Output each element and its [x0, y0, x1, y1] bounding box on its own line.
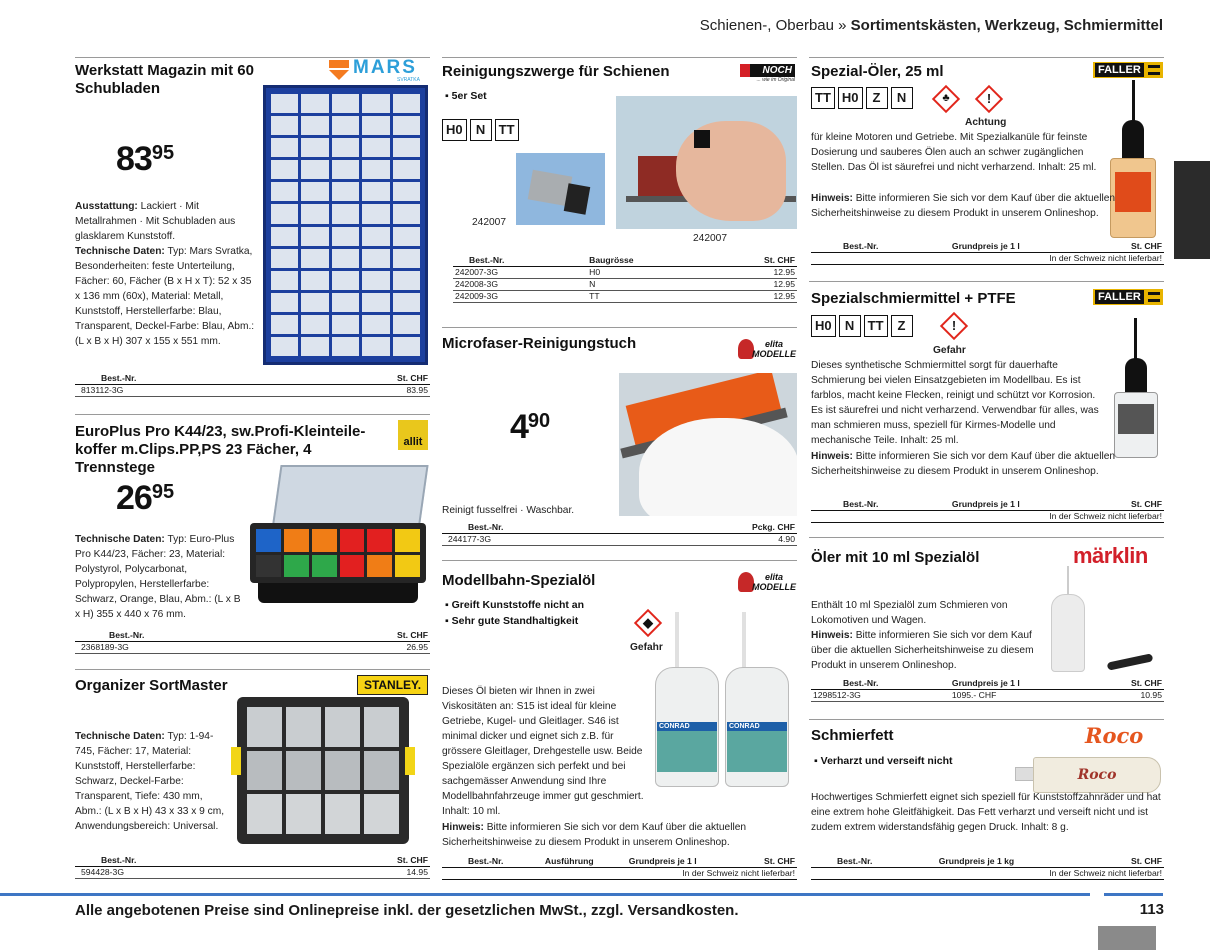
- brand-name: allit: [403, 436, 423, 448]
- product-description: Dieses Öl bieten wir Ihnen in zwei Viskositäten an: S15 ist ideal für kleine Getriebe, Kugel- und Gleitlager. S46 ist minimal dicker und eignet sich z.B. für grössere Gleitlager, Drehgestelle usw. Beide Spezialöle ergänzen sich perfekt und bei sachgemässer Anwendung sind Ihre Modellbahnfahrzeuge immer gut geschmiert. Inhalt: 10 ml.: [442, 686, 644, 817]
- order-number[interactable]: 244177-3G: [442, 533, 646, 545]
- hint-text: [811, 191, 1166, 221]
- breadcrumb-separator: »: [838, 17, 847, 34]
- hint-body: Bitte informieren Sie sich vor dem Kauf über die aktuellen Sicherheitshinweise zu diesem Produkt in unserem Onlineshop.: [811, 630, 1034, 671]
- table-row[interactable]: [75, 384, 430, 396]
- order-table: [442, 521, 797, 546]
- table-row[interactable]: [453, 290, 797, 302]
- product-title[interactable]: Organizer SortMaster: [75, 677, 228, 694]
- chapter-tab: [1174, 161, 1210, 259]
- order-table: [75, 854, 430, 879]
- environment-hazard-icon: ♣: [932, 85, 960, 113]
- price-cents: 95: [151, 142, 175, 164]
- gauge-badge: H0: [442, 119, 467, 141]
- specs-text: Typ: Mars Svratka, Besonderheiten: feste Unterteilung, Fächer: 60, Fächer (B x H x T): 52 x 35 x 136 mm (60x), Material: Metall, Kunststoff, Herstellerfarbe: Blau, Transparent, Deckel-Farbe: Blau, Abm.: (L x B x H) 307 x 155 x 551 mm.: [75, 246, 255, 347]
- bottle-label: CONRAD: [657, 722, 717, 731]
- gauge-cell: N: [587, 278, 709, 290]
- hint-body: Bitte informieren Sie sich vor dem Kauf über die aktuellen Sicherheitshinweise zu diesem Produkt in unserem Onlineshop.: [442, 822, 747, 848]
- faller-logo: [1093, 289, 1163, 305]
- table-row[interactable]: [453, 266, 797, 278]
- col-header: Grundpreis je 1 l: [950, 240, 1094, 252]
- label-specs: Technische Daten:: [75, 246, 165, 257]
- bullet-item: ▪ 5er Set: [445, 90, 487, 102]
- hint-label: Hinweis:: [811, 193, 853, 204]
- col-header: Grundpreis je 1 l: [627, 855, 741, 867]
- col-header: Best.-Nr.: [811, 240, 950, 252]
- price-main: 83: [116, 140, 152, 178]
- delivery-note: In der Schweiz nicht lieferbar!: [811, 252, 1164, 264]
- product-description: [75, 729, 225, 834]
- row-price: 83.95: [304, 384, 430, 396]
- order-table: [453, 254, 797, 303]
- gauge-badge: N: [891, 87, 913, 109]
- hint-label: Hinweis:: [811, 630, 853, 641]
- price: [116, 479, 174, 518]
- price-cents: 90: [527, 410, 551, 432]
- gauge-badge: TT: [811, 87, 835, 109]
- mars-logo: [329, 59, 430, 83]
- order-number[interactable]: 813112-3G: [75, 384, 304, 396]
- noch-logo: [740, 64, 795, 90]
- col-header: Best.-Nr.: [811, 855, 937, 867]
- col-header: St. CHF: [1094, 677, 1164, 689]
- cleaning-hand-image: [616, 96, 797, 229]
- col-header: Best.-Nr.: [442, 855, 543, 867]
- row-price: 12.95: [709, 278, 797, 290]
- col-header: St. CHF: [1094, 240, 1164, 252]
- col-header: St. CHF: [304, 372, 430, 384]
- ptfe-bottle-image: [1112, 318, 1160, 458]
- col-header: Grundpreis je 1 l: [950, 677, 1094, 689]
- gauge-badge: Z: [866, 87, 888, 109]
- oiler-image: [1045, 566, 1163, 678]
- row-price: 12.95: [709, 290, 797, 302]
- brand-name: märklin: [1073, 543, 1148, 568]
- bullet-text: Greift Kunststoffe nicht an: [451, 599, 585, 611]
- product-title[interactable]: Modellbahn-Spezialöl: [442, 572, 596, 589]
- col-header: Best.-Nr.: [453, 254, 587, 266]
- brand-name: elita MODELLE: [752, 339, 796, 359]
- table-row[interactable]: [75, 641, 430, 653]
- gauge-cell: H0: [587, 266, 709, 278]
- hint-text: [811, 449, 1166, 479]
- brand-name: MARS: [353, 57, 417, 78]
- gauge-cell: TT: [587, 290, 709, 302]
- equipment-text: Lackiert · Mit Metallrahmen · Mit Schubladen aus glasklarem Kunststoff.: [75, 201, 236, 242]
- product-title[interactable]: Werkstatt Magazin mit 60 Schubladen: [75, 62, 254, 97]
- drawer-cabinet-image: [263, 85, 428, 365]
- breadcrumb-parent[interactable]: Schienen-, Oberbau: [699, 17, 834, 34]
- product-title[interactable]: Spezialschmiermittel + PTFE: [811, 290, 1016, 307]
- image-caption: 242007: [472, 217, 506, 228]
- product-description: [75, 199, 255, 349]
- col-header: St. CHF: [1094, 498, 1164, 510]
- divider: [442, 327, 797, 328]
- divider: [809, 281, 1164, 282]
- brand-name: NOCH: [762, 65, 792, 76]
- product-description: [75, 532, 247, 622]
- bullet-item: ▪ Sehr gute Standhaltigkeit: [445, 614, 579, 627]
- col-header: Best.-Nr.: [442, 521, 646, 533]
- brand-name: FALLER: [1095, 63, 1144, 77]
- hint-text: [442, 820, 797, 850]
- gauge-badge: N: [839, 315, 861, 337]
- order-table: [811, 240, 1164, 265]
- gauge-badge: TT: [864, 315, 888, 337]
- image-caption: 242007: [693, 233, 727, 244]
- product-description: Enthält 10 ml Spezialöl zum Schmieren von Lokomotiven und Wagen.: [811, 600, 1008, 626]
- row-price: 14.95: [304, 866, 430, 878]
- col-header: Grundpreis je 1 kg: [937, 855, 1095, 867]
- row-price: 4.90: [646, 533, 797, 545]
- page-number: 113: [1139, 901, 1164, 918]
- divider: [75, 669, 430, 670]
- gauge-badge: H0: [811, 315, 836, 337]
- breadcrumb: [700, 17, 1163, 34]
- hint-label: Hinweis:: [811, 451, 853, 462]
- divider: [442, 560, 797, 561]
- col-header: Pckg. CHF: [646, 521, 797, 533]
- col-header: Best.-Nr.: [75, 629, 313, 641]
- cleaner-pad-image: [516, 153, 605, 225]
- col-header: St. CHF: [709, 254, 797, 266]
- col-header: Best.-Nr.: [75, 854, 304, 866]
- price-main: 26: [116, 479, 152, 517]
- product-description: Reinigt fusselfrei · Waschbar.: [442, 505, 575, 516]
- delivery-note: In der Schweiz nicht lieferbar!: [811, 510, 1164, 522]
- elita-logo: [738, 570, 796, 596]
- brand-name: Roco: [1085, 723, 1144, 748]
- bullet-item: ▪ Greift Kunststoffe nicht an: [445, 599, 585, 611]
- exclamation-hazard-icon: !: [975, 85, 1003, 113]
- row-price: 26.95: [313, 641, 430, 653]
- elita-logo: [738, 337, 796, 363]
- order-number[interactable]: 242009-3G: [453, 290, 587, 302]
- order-number[interactable]: 1298512-3G: [811, 689, 950, 701]
- order-number[interactable]: 242008-3G: [453, 278, 587, 290]
- bullet-text: 5er Set: [451, 90, 487, 102]
- gauge-badges: [811, 315, 913, 337]
- table-row[interactable]: [453, 278, 797, 290]
- order-table: [811, 498, 1164, 523]
- oil-bottles-image: [652, 612, 797, 790]
- footer-accent-line: [0, 893, 1090, 896]
- gauge-badges: [811, 87, 913, 109]
- order-table: [442, 855, 797, 880]
- gauge-badges: [442, 119, 519, 141]
- gauge-badge: H0: [838, 87, 863, 109]
- page-tab: [1098, 926, 1156, 950]
- divider: [809, 719, 1164, 720]
- base-price: 1095.- CHF: [950, 689, 1094, 701]
- brand-name: FALLER: [1095, 290, 1144, 304]
- gauge-badge: N: [470, 119, 492, 141]
- divider: [809, 537, 1164, 538]
- gauge-badge: TT: [495, 119, 519, 141]
- gauge-badge: Z: [891, 315, 913, 337]
- breadcrumb-current: Sortimentskästen, Werkzeug, Schmiermittel: [850, 17, 1163, 34]
- price-main: 4: [510, 408, 528, 446]
- divider: [809, 57, 1164, 58]
- hint-body: Bitte informieren Sie sich vor dem Kauf über die aktuellen Sicherheitshinweise zu diesem Produkt in unserem Onlineshop.: [811, 193, 1116, 219]
- organizer-image: [237, 697, 409, 844]
- order-table: [811, 855, 1164, 880]
- specs-text: Typ: Euro-Plus Pro K44/23, Fächer: 23, Material: Polystyrol, Polycarbonat, Polypropylen, Herstellerfarbe: Schwarz, Orange, Blau, Abm.: (L x B x H) 355 x 440 x 76 mm.: [75, 534, 241, 620]
- col-header: Best.-Nr.: [811, 498, 950, 510]
- order-number[interactable]: 2368189-3G: [75, 641, 313, 653]
- locomotive-cloth-image: [619, 373, 797, 516]
- divider: [442, 57, 797, 58]
- table-row[interactable]: [811, 689, 1164, 701]
- roco-logo: [1085, 723, 1143, 748]
- col-header: St. CHF: [313, 629, 430, 641]
- row-price: 10.95: [1094, 689, 1164, 701]
- hazard-icon: ◆: [634, 609, 662, 637]
- label-specs: Technische Daten:: [75, 731, 165, 742]
- price-cents: 95: [151, 481, 175, 503]
- col-header: Best.-Nr.: [75, 372, 304, 384]
- label-equipment: Ausstattung:: [75, 201, 138, 212]
- col-header: Grundpreis je 1 l: [950, 498, 1094, 510]
- brand-tagline: ... wie im Original: [756, 77, 795, 83]
- product-title[interactable]: Spezial-Öler, 25 ml: [811, 63, 944, 80]
- hint-body: Bitte informieren Sie sich vor dem Kauf über die aktuellen Sicherheitshinweise zu diesem Produkt in unserem Onlineshop.: [811, 451, 1116, 477]
- product-title[interactable]: Öler mit 10 ml Spezialöl: [811, 549, 980, 566]
- product-title[interactable]: Reinigungszwerge für Schienen: [442, 63, 670, 80]
- col-header: Best.-Nr.: [811, 677, 950, 689]
- order-number[interactable]: 594428-3G: [75, 866, 304, 878]
- hazard-label: Gefahr: [630, 642, 663, 653]
- specs-text: Typ: 1-94-745, Fächer: 17, Material: Kunststoff, Herstellerfarbe: Schwarz, Deckel-Farbe: Transparent, Tiefe: 430 mm, Abm.: (L x B x H) 43 x 33 x 9 cm, Anwendungsbereich: Universal.: [75, 731, 225, 832]
- row-price: 12.95: [709, 266, 797, 278]
- product-title[interactable]: Schmierfett: [811, 727, 894, 744]
- bullet-text: Sehr gute Standhaltigkeit: [451, 614, 579, 627]
- parts-case-image: [248, 465, 430, 615]
- label-specs: Technische Daten:: [75, 534, 165, 545]
- table-row[interactable]: [75, 866, 430, 878]
- bullet-item: ▪ Verharzt und verseift nicht: [814, 755, 953, 767]
- product-description: Hochwertiges Schmierfett eignet sich speziell für Kunststoffzahnräder und hat eine extrem hohe Gleitfähigkeit. Das Fett verharzt und verseift nicht und ist zudem extrem widerstandsfähig gegen Druck. Inhalt: 8 g.: [811, 792, 1161, 833]
- footer-note: Alle angebotenen Preise sind Onlinepreise inkl. der gesetzlichen MwSt., zzgl. Versandkosten.: [75, 902, 739, 919]
- hazard-label: Gefahr: [933, 345, 966, 356]
- brand-name: elita MODELLE: [752, 572, 796, 592]
- col-header: St. CHF: [1094, 855, 1164, 867]
- hint-label: Hinweis:: [442, 822, 484, 833]
- brand-name: STANLEY.: [363, 678, 422, 692]
- bullet-text: Verharzt und verseift nicht: [820, 755, 953, 767]
- table-row[interactable]: [442, 533, 797, 545]
- col-header: St. CHF: [304, 854, 430, 866]
- product-title[interactable]: Microfaser-Reinigungstuch: [442, 335, 637, 352]
- product-description: Dieses synthetische Schmiermittel sorgt für dauerhafte Schmierung bei vielen Einsatzgebieten im Modellbau. Es ist farblos, macht keine Flecken, reinigt und schützt vor Korrosion. Es ist säurefrei und nicht verharzend. Verwendbar für alles, was man schmieren muss, speziell für Kirmes-Modelle und mechanische Teile. Inhalt: 25 ml.: [811, 360, 1099, 446]
- delivery-note: In der Schweiz nicht lieferbar!: [442, 867, 797, 879]
- faller-logo: [1093, 62, 1163, 78]
- col-header: Baugrösse: [587, 254, 709, 266]
- delivery-note: In der Schweiz nicht lieferbar!: [811, 867, 1164, 879]
- hazard-label: Achtung: [965, 117, 1007, 128]
- bottle-label: CONRAD: [727, 722, 787, 731]
- exclamation-hazard-icon: !: [940, 312, 968, 340]
- divider: [75, 414, 430, 415]
- stanley-logo: [357, 675, 428, 695]
- col-header: St. CHF: [741, 855, 797, 867]
- price: [510, 408, 550, 447]
- brand-sub: SVRATKA: [397, 77, 420, 83]
- footer-accent-line: [1104, 893, 1163, 896]
- allit-logo: [398, 420, 428, 450]
- hint-text: [811, 628, 1046, 673]
- product-description: für kleine Motoren und Getriebe. Mit Spezialkanüle für feinste Dosierung und sauberes Ölen auch an schwer zugänglichen Stellen. Das Öl ist säurefrei und nicht verharzend. Inhalt: 25 ml.: [811, 132, 1097, 173]
- bullet-list: [445, 598, 584, 629]
- col-header: Ausführung: [543, 855, 627, 867]
- price: [116, 140, 174, 179]
- order-table: [75, 629, 430, 654]
- tube-brand: Roco: [1077, 767, 1117, 783]
- order-number[interactable]: 242007-3G: [453, 266, 587, 278]
- product-title[interactable]: EuroPlus Pro K44/23, sw.Profi-Kleinteile-koffer m.Clips.PP,PS 23 Fächer, 4 Trennstege: [75, 423, 366, 476]
- order-table: [75, 372, 430, 397]
- order-table: [811, 677, 1164, 702]
